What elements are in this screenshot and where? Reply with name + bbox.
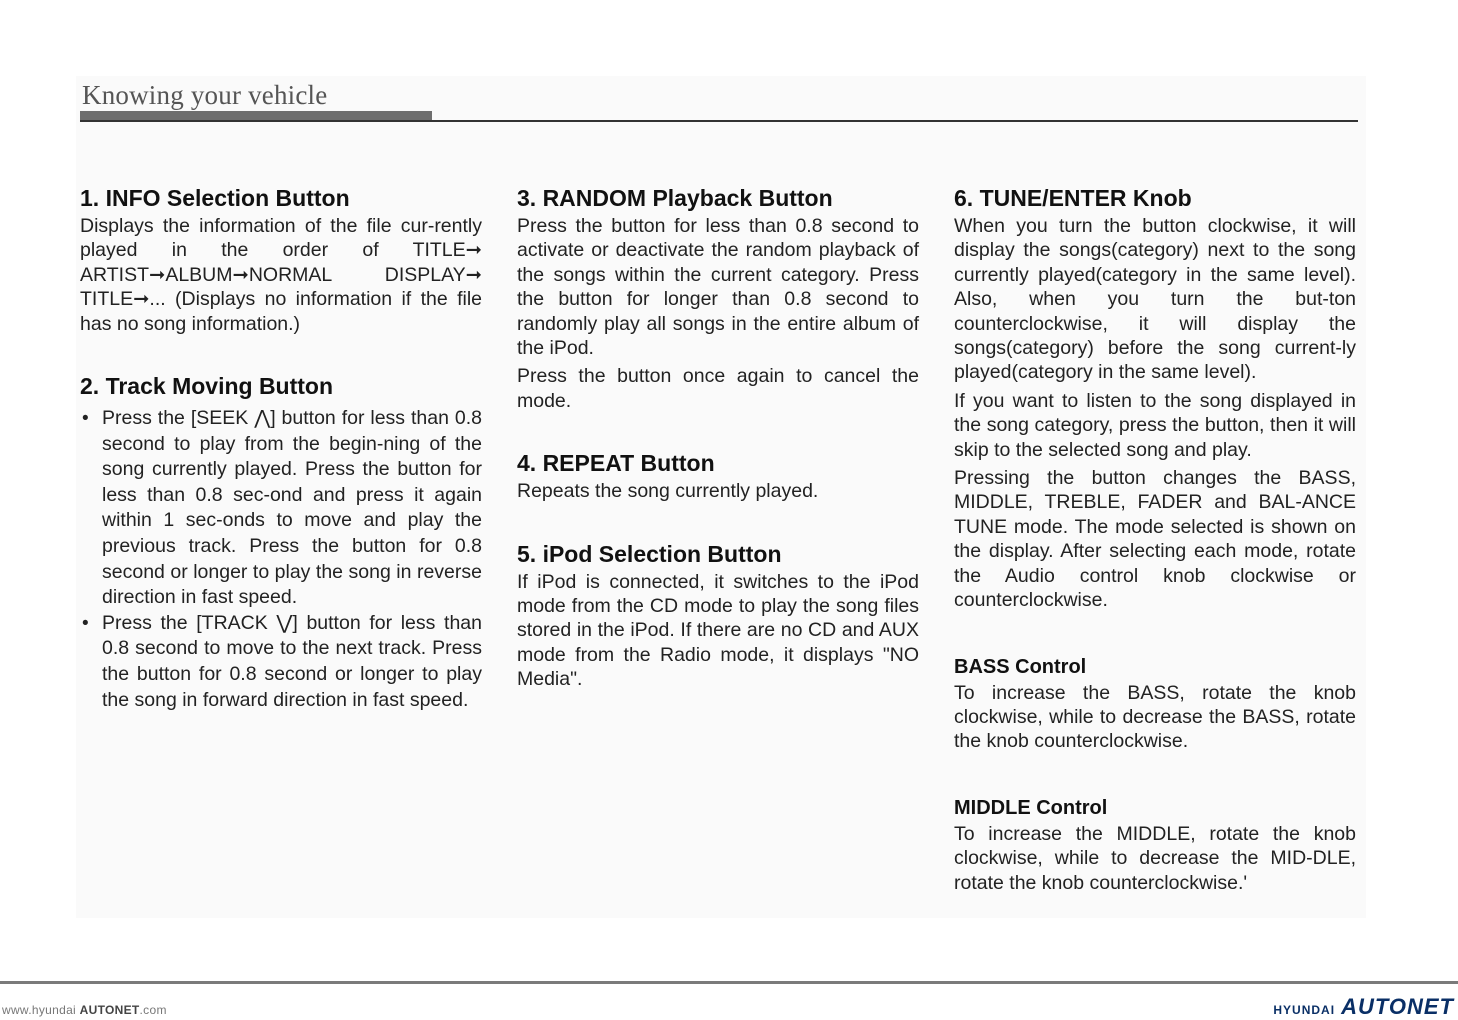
section-text-tune-enter-2: If you want to listen to the song displayed in the song category, press the button, then it will skip to the selected song and play. bbox=[954, 389, 1356, 461]
text-bass-control: To increase the BASS, rotate the knob clockwise, while to decrease the BASS, rotate the knob counterclockwise. bbox=[954, 681, 1356, 753]
footer-rule bbox=[0, 981, 1458, 984]
section-heading-info-button: 1. INFO Selection Button bbox=[80, 185, 350, 211]
section-text-info-button: Displays the information of the file cur-rently played in the order of TITLE➞ ARTIST➞ALBUM➞NORMAL DISPLAY➞ TITLE➞... (Displays no information if the file has no song information.) bbox=[80, 215, 482, 335]
footer-website-suffix: .com bbox=[139, 1003, 167, 1017]
footer-logo-large: AUTONET bbox=[1341, 994, 1454, 1019]
section-text-random-playback: Press the button for less than 0.8 second to activate or deactivate the random playback of the songs within the current category. Press the button for longer than 0.8 second to randomly play all songs in the entire album of the iPod. bbox=[517, 215, 919, 360]
section-text-tune-enter-3: Pressing the button changes the BASS, MIDDLE, TREBLE, FADER and BAL-ANCE TUNE mode. The mode selected is shown on the display. After selecting each mode, rotate the Audio control knob clockwise or counterclockwise. bbox=[954, 467, 1356, 612]
footer-website bbox=[2, 1003, 167, 1017]
subheading-bass-control: BASS Control bbox=[954, 655, 1087, 678]
section-text-tune-enter-1: When you turn the button clockwise, it will display the songs(category) next to the song currently played(category in the same level). Also, when you turn the but-ton counterclockwise, it will display the songs(category) before the song current-ly played(category in the same level). bbox=[954, 215, 1356, 384]
section-text-repeat: Repeats the song currently played. bbox=[517, 480, 819, 503]
header-rule bbox=[80, 120, 1358, 122]
section-heading-track-moving: 2. Track Moving Button bbox=[80, 373, 334, 400]
footer-logo-small: HYUNDAI bbox=[1273, 1003, 1336, 1017]
section-heading-ipod-selection: 5. iPod Selection Button bbox=[517, 540, 782, 567]
bullet-seek-text: • Press the [SEEK ⋀] button for less than 0.8 second to play from the begin-ning of the song currently played. Press the button for less than 0.8 sec-ond and press it again within 1 sec-onds to move and play the previous track. Press the button for 0.8 second or longer to play the song in reverse direction in fast speed. bbox=[102, 407, 482, 609]
section-heading-tune-enter: 6. TUNE/ENTER Knob bbox=[954, 185, 1192, 211]
footer-website-prefix: www.hyundai bbox=[2, 1003, 77, 1017]
column-left bbox=[80, 182, 482, 713]
section-text-random-cancel: Press the button once again to cancel the mode. bbox=[517, 365, 919, 412]
footer-logo bbox=[1273, 994, 1454, 1020]
track-moving-list bbox=[80, 406, 482, 713]
page-header-title: Knowing your vehicle bbox=[82, 80, 328, 110]
list-item bbox=[80, 611, 482, 713]
footer-website-brand: AUTONET bbox=[79, 1003, 140, 1017]
list-item bbox=[80, 406, 482, 611]
section-text-ipod-selection: If iPod is connected, it switches to the iPod mode from the CD mode to play the song files stored in the iPod. If there are no CD and AUX mode from the Radio mode, it displays "NO Media". bbox=[517, 570, 919, 691]
column-right bbox=[954, 182, 1356, 895]
subheading-middle-control: MIDDLE Control bbox=[954, 796, 1108, 819]
section-heading-repeat: 4. REPEAT Button bbox=[517, 450, 715, 477]
column-middle bbox=[517, 182, 919, 692]
section-heading-random-playback: 3. RANDOM Playback Button bbox=[517, 185, 833, 211]
text-middle-control: To increase the MIDDLE, rotate the knob clockwise, while to decrease the MID-DLE, rotate the knob counterclockwise.' bbox=[954, 822, 1356, 894]
bullet-track-text: • Press the [TRACK ⋁] button for less than 0.8 second to move to the next track. Press the button for 0.8 second or longer to play the song in forward direction in fast speed. bbox=[102, 611, 482, 711]
